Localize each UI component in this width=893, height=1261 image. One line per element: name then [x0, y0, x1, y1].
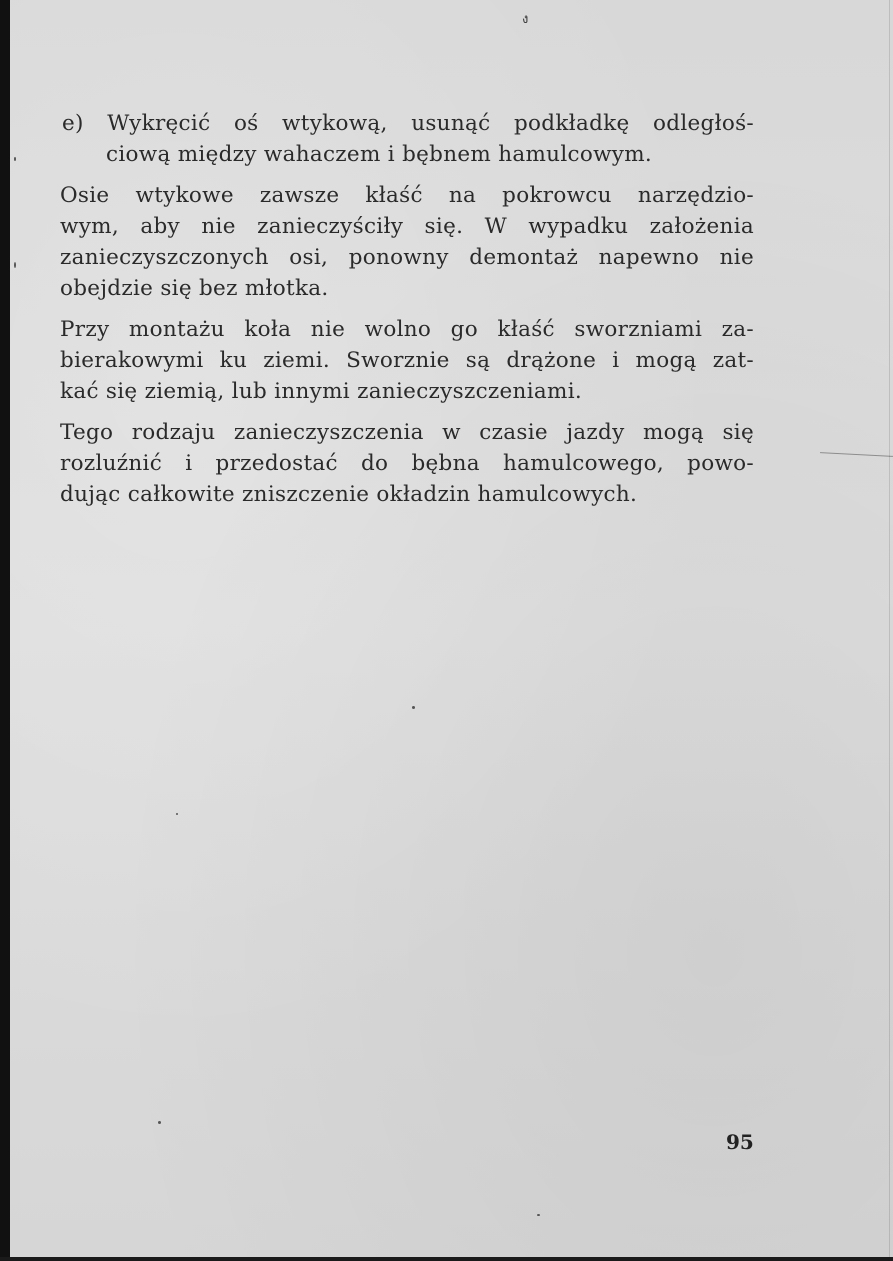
scan-stray-line: [820, 452, 893, 457]
paragraph-1-line-2: wym, aby nie zanieczyściły się. W wypadku założenia: [60, 214, 754, 239]
page-body: [60, 108, 754, 510]
scan-left-edge: [0, 0, 10, 1261]
scan-speck: [537, 1214, 540, 1216]
scan-speck: [14, 157, 16, 161]
paragraph-3-line-3: dując całkowite zniszczenie okładzin hamulcowych.: [60, 482, 638, 507]
list-item: [60, 108, 754, 170]
paragraph-3-line-1: Tego rodzaju zanieczyszczenia w czasie jazdy mogą się: [60, 420, 754, 445]
scan-right-crease: [889, 0, 890, 1261]
scan-speck: [158, 1121, 161, 1124]
item-e-line-1: e) Wykręcić oś wtykową, usunąć podkładkę odległoś-: [62, 111, 754, 136]
paragraph-2-line-1: Przy montażu koła nie wolno go kłaść sworzniami za-: [60, 317, 754, 342]
scan-mark-icon: ง: [522, 12, 529, 27]
scan-speck: [176, 813, 178, 815]
scan-bottom-edge: [0, 1257, 893, 1261]
paragraph-1-line-1: Osie wtykowe zawsze kłaść na pokrowcu narzędzio-: [60, 183, 754, 208]
paragraph-2: [60, 314, 754, 407]
paragraph-3-line-2: rozluźnić i przedostać do bębna hamulcowego, powo-: [60, 451, 754, 476]
paragraph-3: [60, 417, 754, 510]
paragraph-1: [60, 180, 754, 304]
scan-speck: [14, 262, 16, 268]
page-number: 95: [726, 1130, 754, 1154]
paragraph-2-line-3: kać się ziemią, lub innymi zanieczyszczeniami.: [60, 379, 582, 404]
item-e-line-2: ciową między wahaczem i bębnem hamulcowym.: [106, 142, 653, 167]
paragraph-2-line-2: bierakowymi ku ziemi. Sworznie są drążone i mogą zat-: [60, 348, 754, 373]
paragraph-1-line-4: obejdzie się bez młotka.: [60, 276, 329, 301]
scan-speck: [412, 706, 415, 709]
paragraph-1-line-3: zanieczyszczonych osi, ponowny demontaż napewno nie: [60, 245, 754, 270]
